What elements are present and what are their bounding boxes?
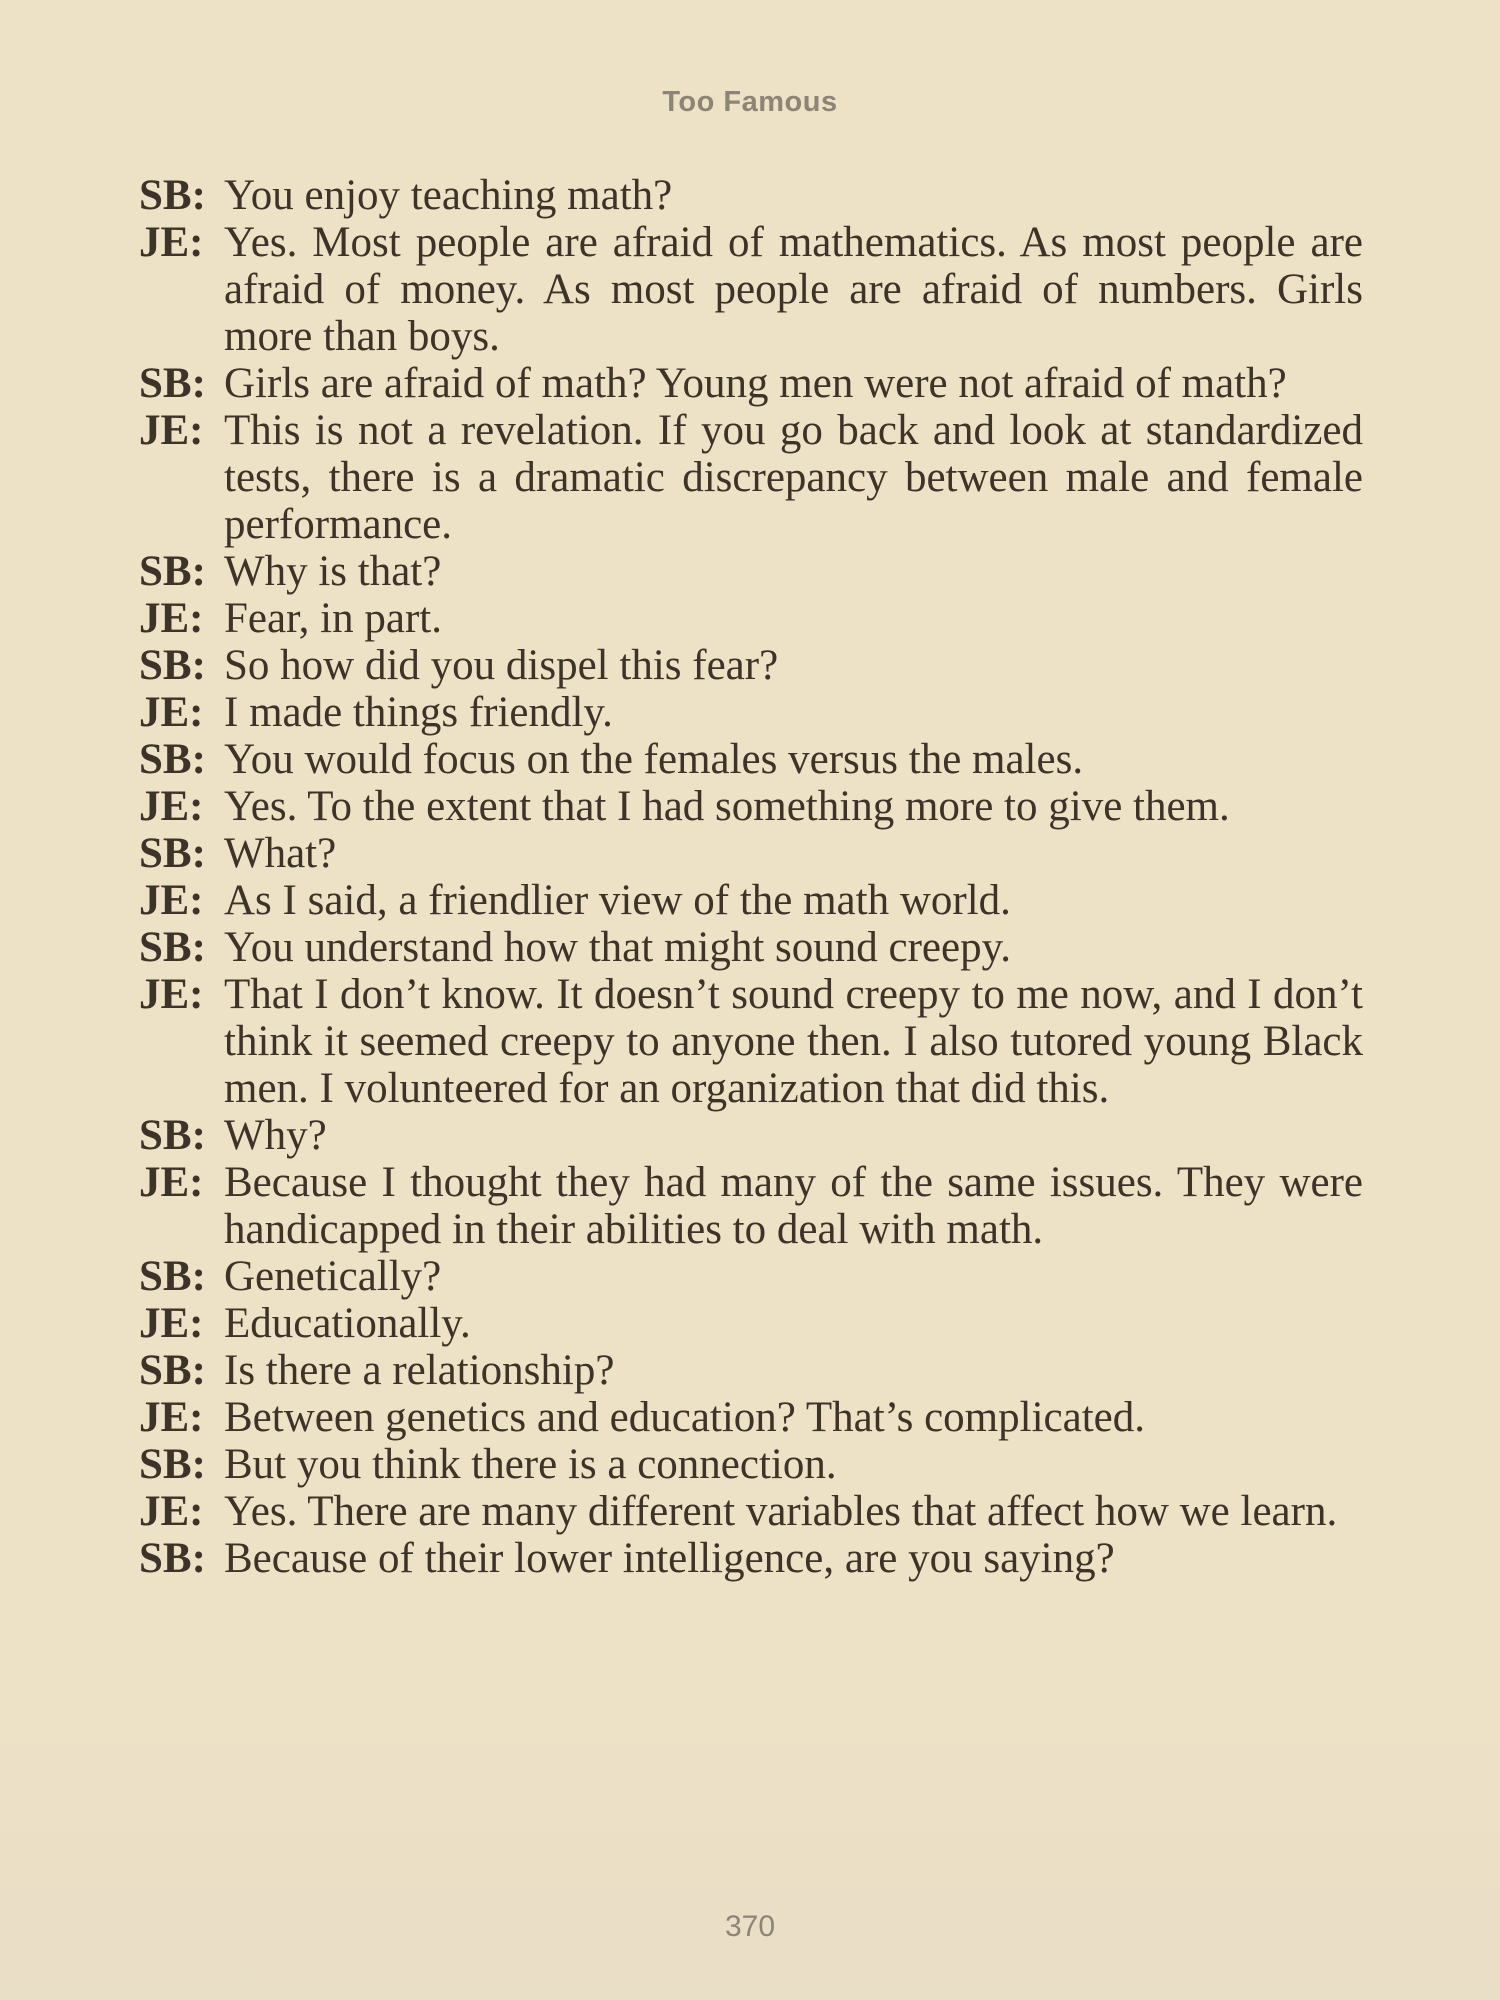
utterance-text: Yes. Most people are afraid of mathematics. As most people are afraid of money. As most people are afraid of numbers. Girls more than boys. (224, 219, 1363, 360)
utterance-text: But you think there is a connection. (224, 1441, 837, 1488)
speaker-label: JE: (139, 877, 204, 924)
dialogue-entry (139, 830, 1363, 877)
speaker-label: SB: (139, 172, 206, 219)
dialogue-entry (139, 1535, 1363, 1582)
speaker-label: SB: (139, 1535, 206, 1582)
utterance-text: As I said, a friendlier view of the math world. (224, 877, 1011, 924)
speaker-label: SB: (139, 360, 206, 407)
utterance-text: Girls are afraid of math? Young men were not afraid of math? (224, 360, 1287, 407)
speaker-label: SB: (139, 642, 206, 689)
dialogue-entry (139, 877, 1363, 924)
speaker-label: JE: (139, 1159, 204, 1206)
speaker-label: JE: (139, 783, 204, 830)
utterance-text: So how did you dispel this fear? (224, 642, 779, 689)
dialogue-entry (139, 689, 1363, 736)
utterance-text: Educationally. (224, 1300, 471, 1347)
dialogue-entry (139, 595, 1363, 642)
dialogue-entry (139, 172, 1363, 219)
utterance-text: You would focus on the females versus the males. (224, 736, 1084, 783)
speaker-label: JE: (139, 689, 204, 736)
dialogue-entry (139, 783, 1363, 830)
speaker-label: JE: (139, 1488, 204, 1535)
dialogue-entry (139, 924, 1363, 971)
dialogue-entry (139, 1488, 1363, 1535)
dialogue-entry (139, 1347, 1363, 1394)
dialogue-entry (139, 548, 1363, 595)
dialogue-entry (139, 1112, 1363, 1159)
speaker-label: SB: (139, 830, 206, 877)
page-number: 370 (724, 1910, 776, 1943)
dialogue-entry (139, 1394, 1363, 1441)
dialogue (139, 172, 1363, 1582)
speaker-label: JE: (139, 1300, 204, 1347)
speaker-label: JE: (139, 595, 204, 642)
utterance-text: Why? (224, 1112, 327, 1159)
utterance-text: Because I thought they had many of the same issues. They were handicapped in their abilities to deal with math. (224, 1159, 1363, 1253)
dialogue-entry (139, 736, 1363, 783)
utterance-text: What? (224, 830, 337, 877)
running-header (0, 86, 1500, 119)
utterance-text: Why is that? (224, 548, 442, 595)
utterance-text: You understand how that might sound creepy. (224, 924, 1012, 971)
utterance-text: Yes. There are many different variables that affect how we learn. (224, 1488, 1338, 1535)
utterance-text: Yes. To the extent that I had something more to give them. (224, 783, 1230, 830)
dialogue-entry (139, 1159, 1363, 1253)
speaker-label: JE: (139, 219, 204, 266)
speaker-label: SB: (139, 1347, 206, 1394)
utterance-text: I made things friendly. (224, 689, 613, 736)
dialogue-entry (139, 971, 1363, 1112)
dialogue-entry (139, 1300, 1363, 1347)
dialogue-entry (139, 360, 1363, 407)
speaker-label: SB: (139, 1112, 206, 1159)
utterance-text: Genetically? (224, 1253, 442, 1300)
speaker-label: JE: (139, 1394, 204, 1441)
speaker-label: SB: (139, 924, 206, 971)
dialogue-entry (139, 219, 1363, 360)
dialogue-entry (139, 407, 1363, 548)
book-title: Too Famous (662, 86, 838, 118)
utterance-text: Because of their lower intelligence, are you saying? (224, 1535, 1115, 1582)
utterance-text: That I don’t know. It doesn’t sound creepy to me now, and I don’t think it seemed creepy to anyone then. I also tutored young Black men. I volunteered for an organization that did this. (224, 971, 1363, 1112)
speaker-label: SB: (139, 548, 206, 595)
page-footer (0, 1910, 1500, 1944)
utterance-text: Fear, in part. (224, 595, 442, 642)
speaker-label: SB: (139, 736, 206, 783)
dialogue-entry (139, 1441, 1363, 1488)
speaker-label: SB: (139, 1253, 206, 1300)
speaker-label: JE: (139, 407, 204, 454)
utterance-text: This is not a revelation. If you go back and look at standardized tests, there is a dramatic discrepancy between male and female performance. (224, 407, 1363, 548)
utterance-text: Is there a relationship? (224, 1347, 615, 1394)
speaker-label: JE: (139, 971, 204, 1018)
utterance-text: Between genetics and education? That’s complicated. (224, 1394, 1145, 1441)
utterance-text: You enjoy teaching math? (224, 172, 673, 219)
dialogue-entry (139, 1253, 1363, 1300)
dialogue-entry (139, 642, 1363, 689)
speaker-label: SB: (139, 1441, 206, 1488)
